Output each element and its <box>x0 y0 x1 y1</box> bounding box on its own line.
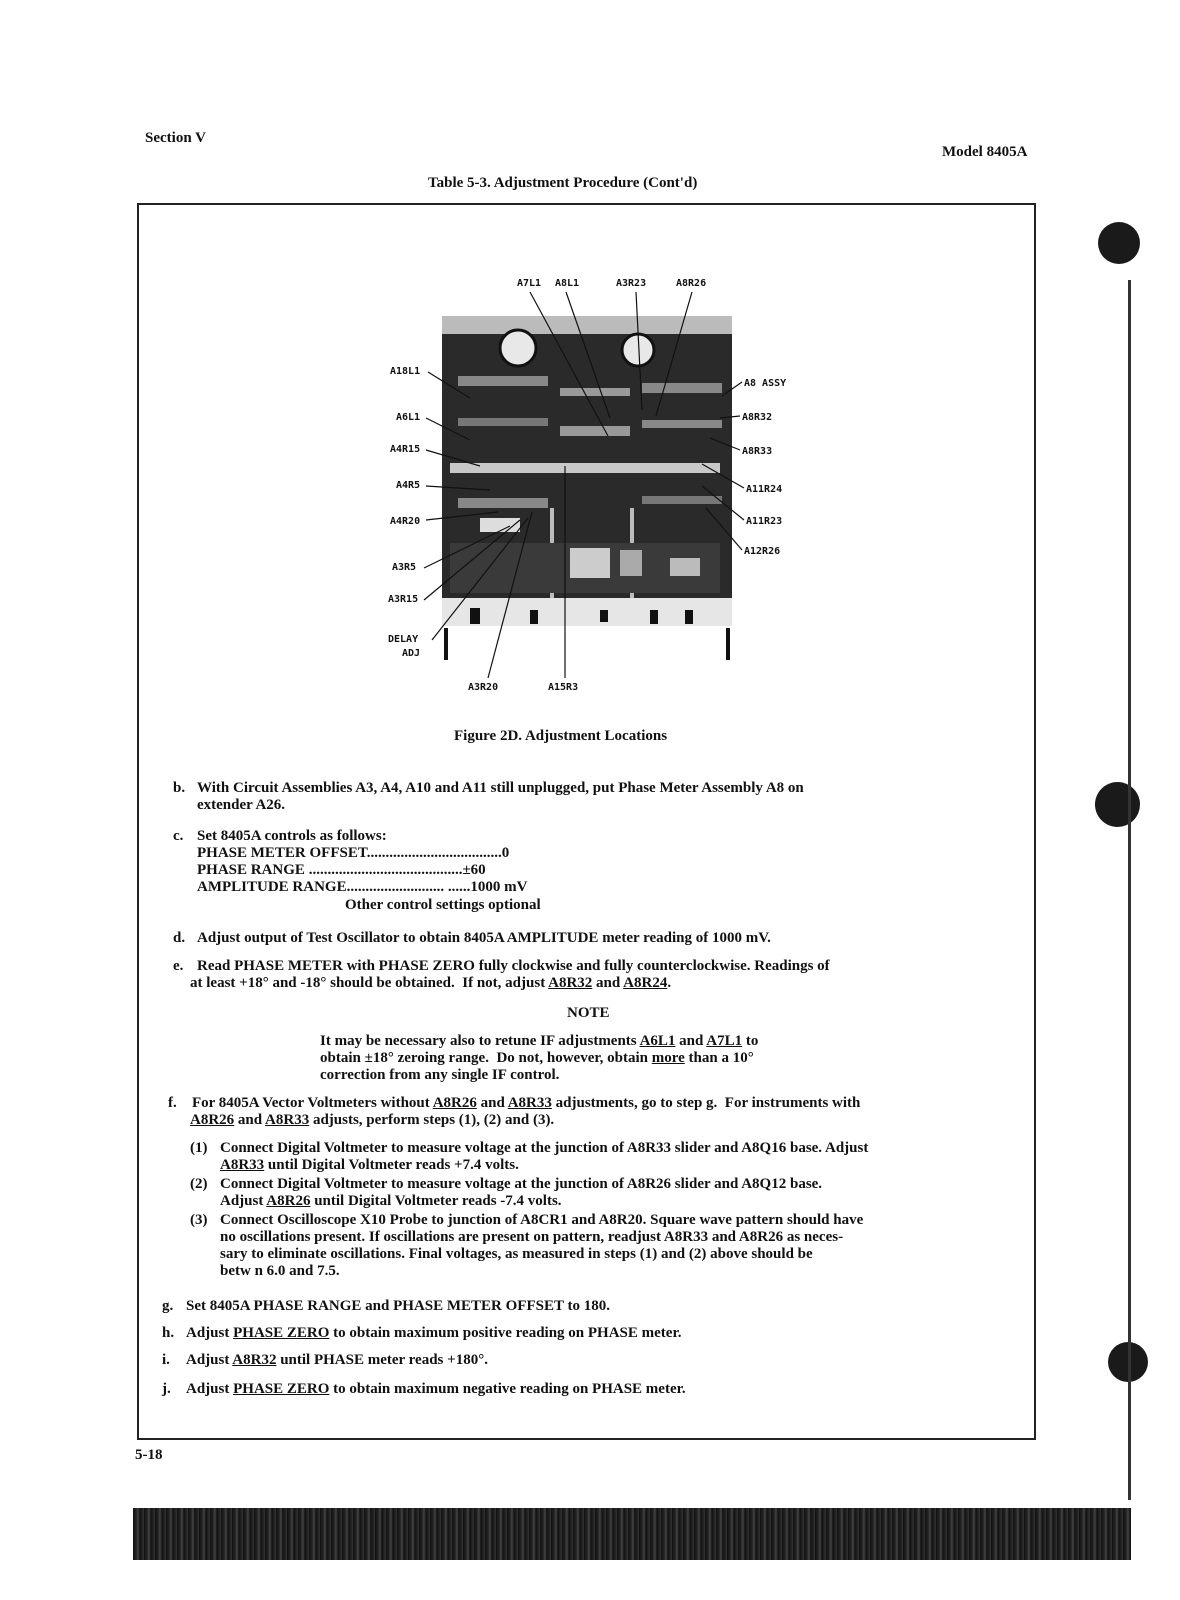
step-f: f. For 8405A Vector Voltmeters without A8R26 and A8R33 adjustments, go to step g. For instruments with <box>168 1095 861 1111</box>
step-e-line1: Read PHASE METER with PHASE ZERO fully clockwise and fully counterclockwise. Readings of <box>197 958 830 974</box>
callout-a11r24: A11R24 <box>746 484 783 495</box>
step-g: g. Set 8405A PHASE RANGE and PHASE METER OFFSET to 180. <box>162 1298 610 1314</box>
control-value: 0 <box>501 845 510 861</box>
other-settings-note: Other control settings optional <box>345 897 541 913</box>
step-label: g. <box>162 1298 174 1314</box>
note-title: NOTE <box>567 1005 610 1021</box>
callout-a3r5: A3R5 <box>392 562 417 573</box>
substep-3-line4: betw n 6.0 and 7.5. <box>220 1263 340 1279</box>
model-label: Model 8405A <box>942 144 1028 160</box>
control-name: PHASE RANGE <box>197 862 305 878</box>
leader-dots: .................................... <box>366 845 502 861</box>
ref-a8r24: A8R24 <box>623 975 668 991</box>
ref-a6l1: A6L1 <box>639 1033 676 1049</box>
callout-a7l1: A7L1 <box>517 278 542 289</box>
substep-1: (1) Connect Digital Voltmeter to measure voltage at the junction of A8R33 slider and A8Q16 base. Adjust <box>190 1140 869 1156</box>
control-row <box>197 845 509 862</box>
step-label: h. <box>162 1325 175 1341</box>
callout-a4r5: A4R5 <box>396 480 421 491</box>
figure-caption: Figure 2D. Adjustment Locations <box>454 728 668 744</box>
binder-hole-icon <box>1095 782 1140 827</box>
control-row <box>197 879 527 896</box>
callout-a15r3: A15R3 <box>548 682 579 693</box>
substep-1-line2: A8R33 until Digital Voltmeter reads +7.4 volts. <box>220 1157 519 1173</box>
step-b-line1: With Circuit Assemblies A3, A4, A10 and A11 still unplugged, put Phase Meter Assembly A8 on <box>197 780 804 796</box>
step-b-line2: extender A26. <box>197 797 286 813</box>
step-i: i. Adjust A8R32 until PHASE meter reads +180°. <box>162 1352 488 1368</box>
substep-3: (3) Connect Oscilloscope X10 Probe to junction of A8CR1 and A8R20. Square wave pattern should have <box>190 1212 864 1228</box>
step-f-line2: A8R26 and A8R33 adjusts, perform steps (1), (2) and (3). <box>190 1112 555 1128</box>
step-d <box>173 930 771 947</box>
step-label: e. <box>173 958 184 974</box>
control-name: PHASE METER OFFSET <box>197 845 367 861</box>
callout-a18l1: A18L1 <box>390 366 421 377</box>
step-e <box>173 958 830 975</box>
adjustment-figure <box>380 268 800 698</box>
callout-a8l1: A8L1 <box>555 278 580 289</box>
callout-a8r32: A8R32 <box>742 412 773 423</box>
control-value: 1000 mV <box>470 879 528 895</box>
section-label: Section V <box>145 130 206 146</box>
step-h: h. Adjust PHASE ZERO to obtain maximum positive reading on PHASE meter. <box>162 1325 682 1341</box>
step-label: i. <box>162 1352 170 1368</box>
step-label: d. <box>173 930 186 946</box>
step-label: b. <box>173 780 186 796</box>
callout-adj: ADJ <box>402 648 421 659</box>
binder-hole-icon <box>1098 222 1140 264</box>
note-line1: It may be necessary also to retune IF adjustments A6L1 and A7L1 to <box>320 1033 759 1049</box>
control-value: ±60 <box>462 862 486 878</box>
note-line2: obtain ±18° zeroing range. Do not, however, obtain more than a 10° <box>320 1050 754 1066</box>
page-edge <box>1128 280 1131 1500</box>
step-c-line1: Set 8405A controls as follows: <box>197 828 387 844</box>
ref-a7l1: A7L1 <box>706 1033 743 1049</box>
substep-3-line3: sary to eliminate oscillations. Final voltages, as measured in steps (1) and (2) above should be <box>220 1246 813 1262</box>
substep-2-line2: Adjust A8R26 until Digital Voltmeter reads -7.4 volts. <box>220 1193 562 1209</box>
scan-edge-strip <box>133 1508 1131 1560</box>
substep-2: (2) Connect Digital Voltmeter to measure voltage at the junction of A8R26 slider and A8Q12 base. <box>190 1176 823 1192</box>
callout-a3r20: A3R20 <box>468 682 499 693</box>
step-d-text: Adjust output of Test Oscillator to obtain 8405A AMPLITUDE meter reading of 1000 mV. <box>197 930 771 946</box>
substep-3-line2: no oscillations present. If oscillations are present on pattern, readjust A8R33 and A8R26 as neces- <box>220 1229 844 1245</box>
note-line3: correction from any single IF control. <box>320 1067 560 1083</box>
callout-a11r23: A11R23 <box>746 516 783 527</box>
control-row <box>197 862 486 879</box>
callout-a12r26: A12R26 <box>744 546 781 557</box>
step-label: c. <box>173 828 184 844</box>
step-e-line2: at least +18° and -18° should be obtained. If not, adjust A8R32 and A8R24. <box>190 975 672 991</box>
ref-a8r32: A8R32 <box>548 975 593 991</box>
step-b <box>173 780 804 797</box>
page-number: 5-18 <box>135 1447 163 1463</box>
step-label: j. <box>162 1381 171 1397</box>
step-c <box>173 828 387 845</box>
callout-a8-assy: A8 ASSY <box>744 378 787 389</box>
callout-a3r23: A3R23 <box>616 278 647 289</box>
callout-a4r15: A4R15 <box>390 444 421 455</box>
step-label: f. <box>168 1095 177 1111</box>
step-j: j. Adjust PHASE ZERO to obtain maximum negative reading on PHASE meter. <box>162 1381 686 1397</box>
leader-dots: ......................................... <box>304 862 463 878</box>
leader-dots: .......................... ...... <box>346 879 471 895</box>
control-name: AMPLITUDE RANGE <box>197 879 347 895</box>
callout-a6l1: A6L1 <box>396 412 421 423</box>
callout-a4r20: A4R20 <box>390 516 421 527</box>
callout-a3r15: A3R15 <box>388 594 419 605</box>
callout-delay: DELAY <box>388 634 419 645</box>
table-title: Table 5-3. Adjustment Procedure (Cont'd) <box>428 175 698 191</box>
callout-a8r33: A8R33 <box>742 446 773 457</box>
callout-a8r26: A8R26 <box>676 278 707 289</box>
